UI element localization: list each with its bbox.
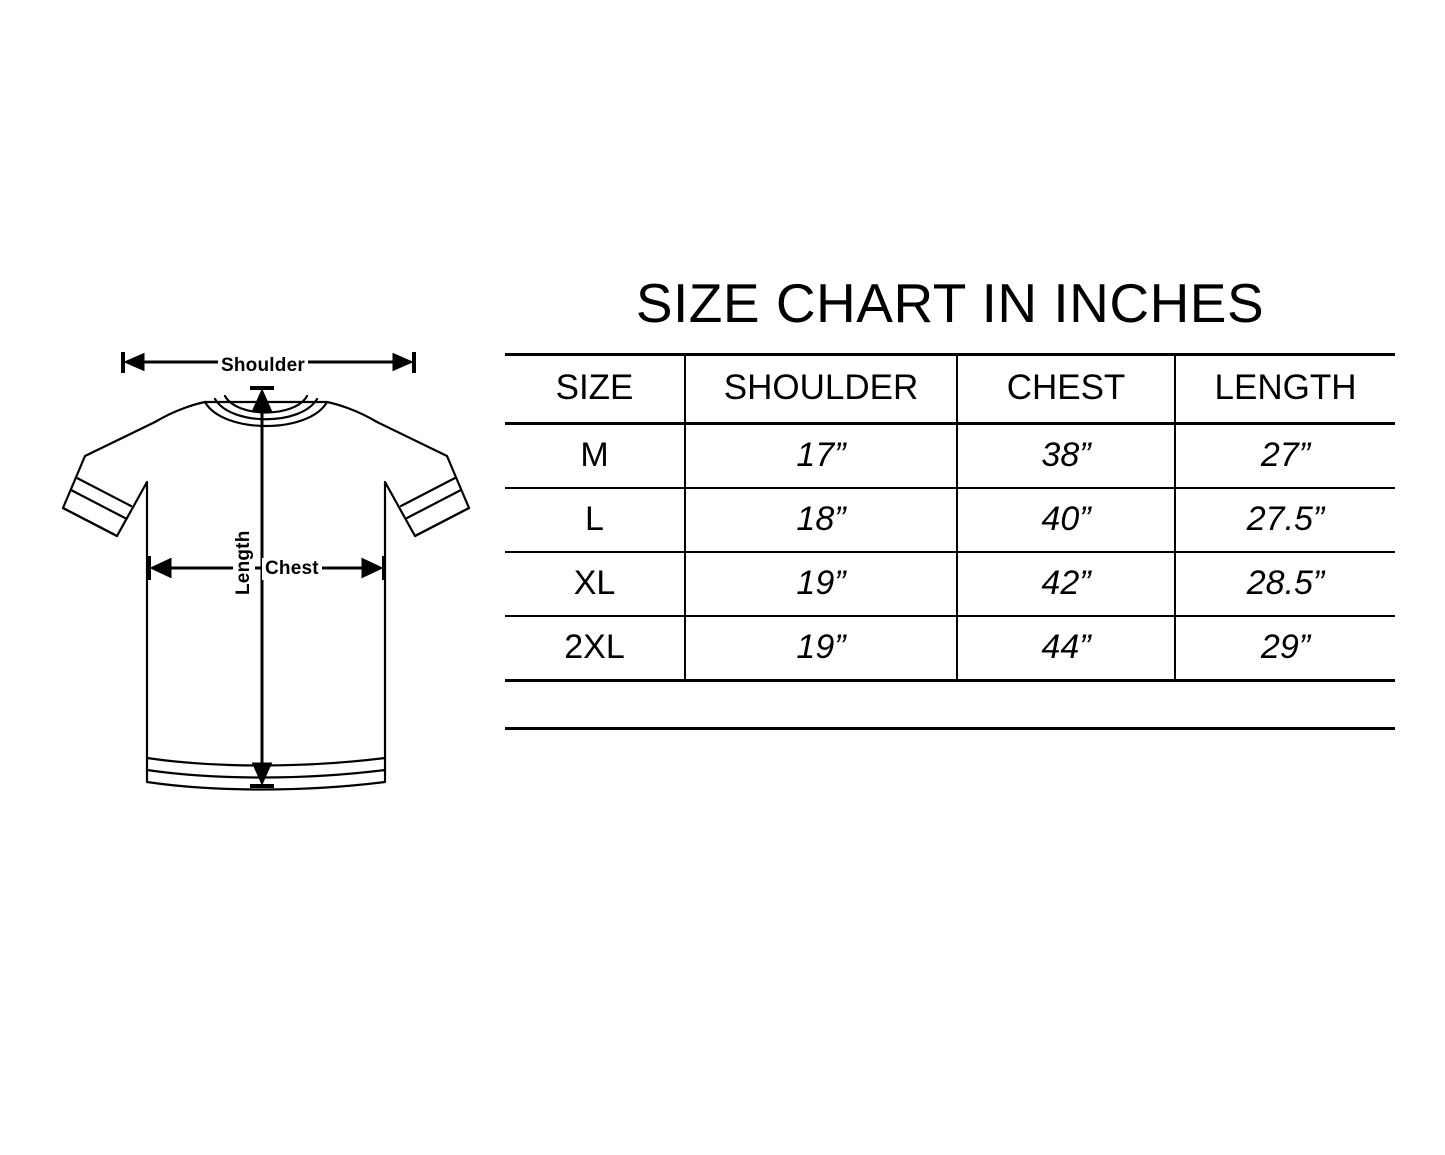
length-arrow-head-bottom xyxy=(254,764,270,782)
column-header-chest: CHEST xyxy=(957,354,1175,423)
left-sleeve-hem-a xyxy=(63,508,117,536)
column-header-length: LENGTH xyxy=(1175,354,1395,423)
cell-size: 2XL xyxy=(505,616,685,681)
right-sleeve-hem-a xyxy=(415,508,469,536)
shirt-body-path xyxy=(63,402,469,790)
size-chart-table xyxy=(505,353,1395,682)
size-chart-panel xyxy=(505,272,1395,730)
length-dimension-label: Length xyxy=(233,527,255,598)
cell-chest: 42” xyxy=(957,552,1175,616)
left-sleeve-hem-c xyxy=(77,478,131,506)
tshirt-diagram xyxy=(55,330,485,830)
table-body xyxy=(505,423,1395,680)
shoulder-dimension-label: Shoulder xyxy=(218,355,308,377)
cell-size: M xyxy=(505,423,685,488)
chart-title: SIZE CHART IN INCHES xyxy=(635,272,1265,334)
cell-chest: 40” xyxy=(957,488,1175,552)
chest-arrow-head-right xyxy=(363,560,380,576)
tshirt-outline-svg xyxy=(55,330,485,830)
shoulder-arrow-head-right xyxy=(394,355,410,369)
shoulder-arrow-head-left xyxy=(127,355,143,369)
right-sleeve-hem-b xyxy=(407,490,461,518)
table-row xyxy=(505,423,1395,488)
table-row xyxy=(505,488,1395,552)
cell-length: 29” xyxy=(1175,616,1395,681)
right-sleeve-hem-c xyxy=(401,478,455,506)
cell-shoulder: 19” xyxy=(685,552,957,616)
length-arrow-head-top xyxy=(254,392,270,410)
left-sleeve-hem-b xyxy=(71,490,125,518)
table-header-row xyxy=(505,354,1395,423)
cell-size: L xyxy=(505,488,685,552)
cell-chest: 44” xyxy=(957,616,1175,681)
table-row xyxy=(505,552,1395,616)
cell-shoulder: 18” xyxy=(685,488,957,552)
table-bottom-divider xyxy=(505,727,1395,730)
column-header-shoulder: SHOULDER xyxy=(685,354,957,423)
cell-chest: 38” xyxy=(957,423,1175,488)
cell-shoulder: 17” xyxy=(685,423,957,488)
table-row xyxy=(505,616,1395,681)
chest-arrow-head-left xyxy=(153,560,170,576)
cell-length: 27.5” xyxy=(1175,488,1395,552)
table-header xyxy=(505,354,1395,423)
chest-dimension-label: Chest xyxy=(262,558,322,580)
cell-length: 27” xyxy=(1175,423,1395,488)
cell-size: XL xyxy=(505,552,685,616)
cell-length: 28.5” xyxy=(1175,552,1395,616)
column-header-size: SIZE xyxy=(505,354,685,423)
cell-shoulder: 19” xyxy=(685,616,957,681)
